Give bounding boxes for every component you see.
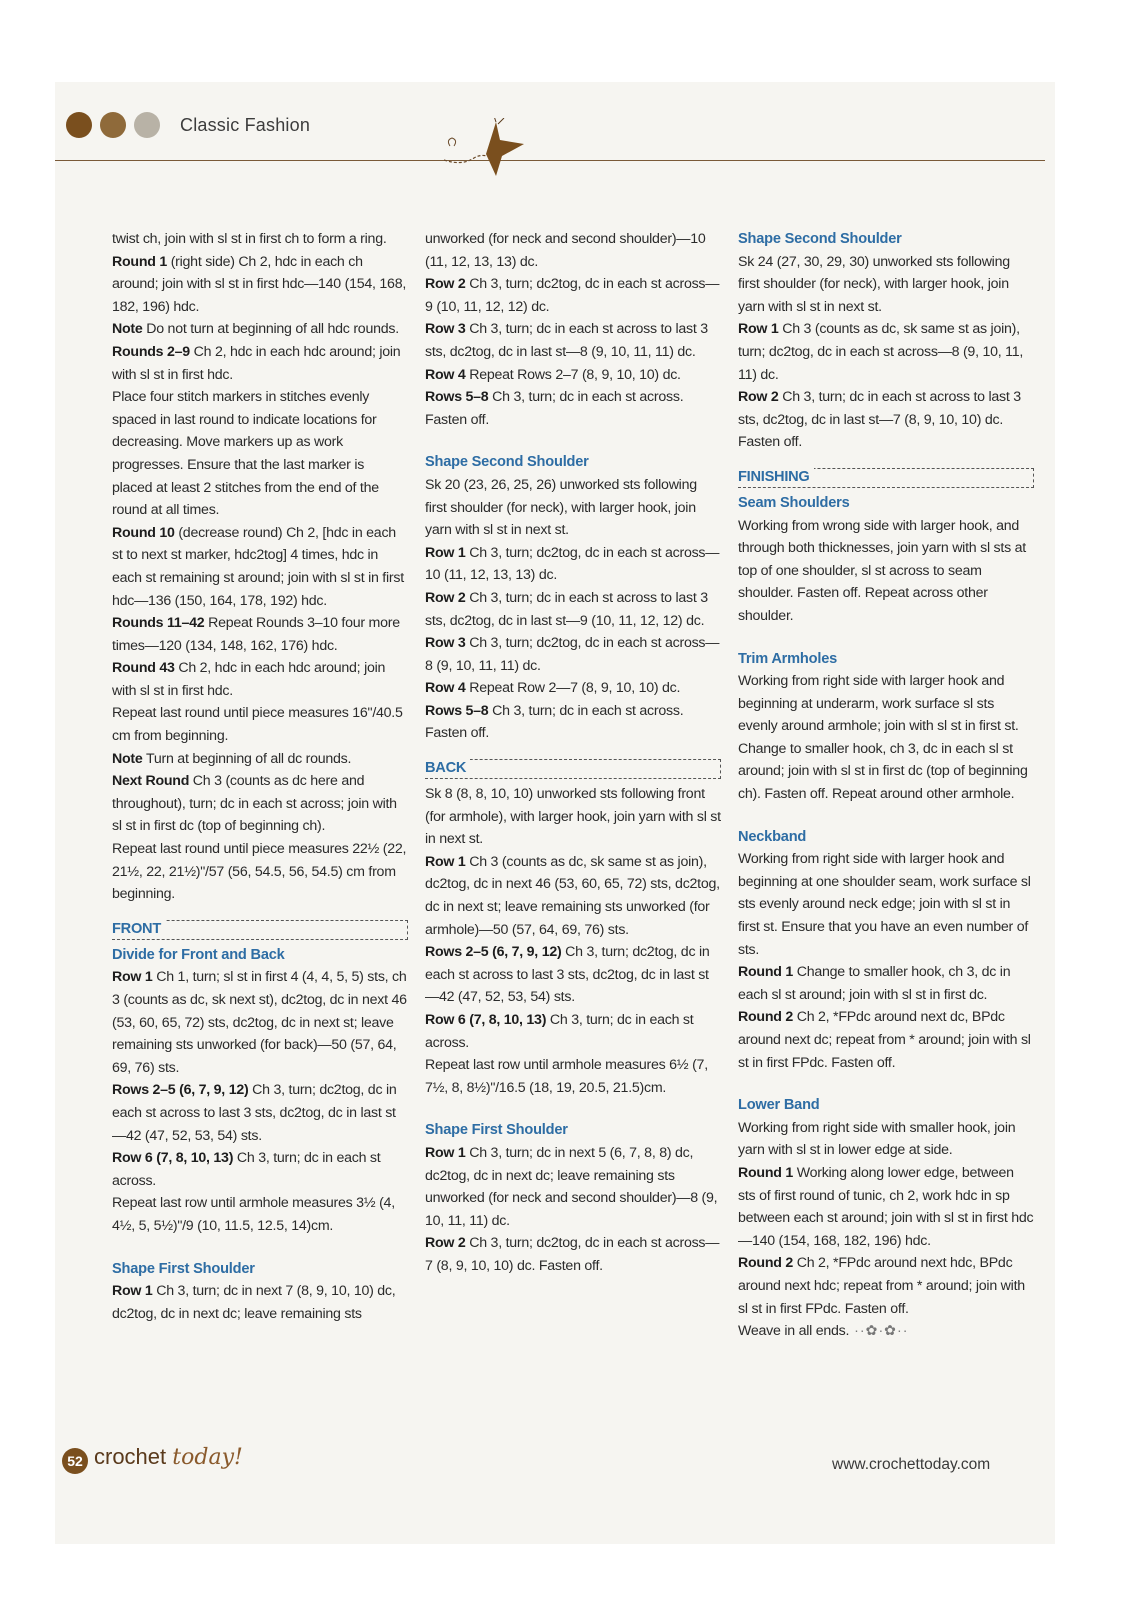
section-box-front	[112, 920, 408, 940]
step-text: Ch 3 (counts as dc here and throughout), turn; dc in each st across; join with sl st in first dc (top of beginning ch).	[112, 773, 397, 835]
subheading: Seam Shoulders	[738, 494, 850, 511]
step-text: Ch 1, turn; sl st in first 4 (4, 4, 5, 5) sts, ch 3 (counts as dc, sk next st), dc2tog, dc in next 46 (53, 60, 65, 72) sts, dc2tog, dc in next st; leave remaining sts unworked (for back)—50 (57, 64, 69, 76) sts.	[112, 969, 407, 1076]
instruction-rows-5-8	[425, 386, 721, 431]
step-label: Row 1	[425, 853, 466, 870]
step-label: Row 3	[425, 635, 466, 652]
step-text: Ch 3, turn; dc in each st across. Fasten off.	[425, 389, 684, 428]
instruction-row-2	[738, 386, 1034, 454]
instruction-round-10	[112, 522, 408, 612]
section-box-label: FRONT	[112, 920, 165, 938]
closing-text: Weave in all ends.	[738, 1323, 850, 1340]
paragraph: Working from right side with larger hook and beginning at underarm, work surface sl sts evenly around armhole; join with sl st in first st. Change to smaller hook, ch 3, dc in each sl st around; join with sl st in first dc (top of beginning ch). Fasten off. Repeat around other armhole.	[738, 673, 1028, 803]
step-text: Ch 2, hdc in each hdc around; join with sl st in first hdc.	[112, 660, 386, 699]
instruction-row-1	[425, 1142, 721, 1232]
step-text: (right side) Ch 2, hdc in each ch around; join with sl st in first hdc—140 (154, 168, 182, 196) hdc.	[112, 253, 407, 315]
subheading: Shape Second Shoulder	[425, 454, 589, 471]
butterfly-icon	[444, 118, 534, 188]
step-label: Rows 5–8	[425, 389, 489, 406]
step-label: Round 1	[738, 964, 793, 981]
paragraph: Sk 20 (23, 26, 25, 26) unworked sts following first shoulder (for neck), with larger hook, join yarn with sl st in next st.	[425, 476, 697, 539]
step-text: Change to smaller hook, ch 3, dc in each sl st around; join with sl st in first dc.	[738, 964, 1011, 1003]
instruction-round-1	[738, 961, 1034, 1006]
step-label: Row 4	[425, 680, 466, 697]
subheading: Shape First Shoulder	[112, 1260, 255, 1277]
section-title: Classic Fashion	[180, 114, 311, 135]
step-text: (decrease round) Ch 2, [hdc in each st to next st marker, hdc2tog] 4 times, hdc in each st remaining st around; join with sl st in first hdc—136 (150, 164, 178, 192) hdc.	[112, 524, 404, 609]
paragraph: Sk 24 (27, 30, 29, 30) unworked sts following first shoulder (for neck), with larger hook, join yarn with sl st in next st.	[738, 253, 1010, 315]
gray-dot-icon	[134, 112, 160, 138]
step-label: Row 4	[425, 366, 466, 383]
paragraph: Working from right side with smaller hook, join yarn with sl st in lower edge at side.	[738, 1119, 1016, 1159]
step-label: Round 1	[738, 1164, 793, 1181]
step-text: Ch 3, turn; dc in each st across.	[425, 1012, 694, 1051]
step-label: Row 1	[738, 321, 779, 338]
step-text: Ch 3 (counts as dc, sk same st as join), dc2tog, dc in next 46 (53, 60, 65, 72) sts, dc2tog, dc in next st; leave remaining sts unworked (for armhole)—50 (57, 64, 69, 76) sts.	[425, 853, 720, 938]
paragraph: Repeat last round until piece measures 22½ (22, 21½, 22, 21½)"/57 (56, 54.5, 56, 54.5) cm from beginning.	[112, 841, 407, 903]
step-label: Row 6 (7, 8, 10, 13)	[425, 1012, 547, 1028]
section-box-label: BACK	[425, 759, 470, 777]
instruction-rows-5-8	[425, 700, 721, 745]
step-label: Rows 5–8	[425, 702, 489, 719]
step-text: Ch 2, hdc in each hdc around; join with sl st in first hdc.	[112, 343, 401, 383]
step-label: Round 43	[112, 660, 175, 677]
stitch-ornament-icon: ··✿·✿··	[849, 1323, 909, 1340]
step-label: Note	[112, 750, 143, 767]
step-text: Ch 3, turn; dc in each st across to last 3 sts, dc2tog, dc in last st—9 (10, 11, 12, 12) dc.	[425, 589, 708, 629]
column-3	[738, 228, 1034, 1343]
paragraph: Place four stitch markers in stitches evenly spaced in last round to indicate locations for decreasing. Move markers up as work progresses. Ensure that the last marker is placed at least 2 stitches from the end of the round at all times.	[112, 389, 379, 519]
step-text: Ch 3, turn; dc in each st across to last 3 sts, dc2tog, dc in last st—7 (8, 9, 10, 10) dc. Fasten off.	[738, 389, 1021, 451]
instruction-row-6	[112, 1147, 408, 1192]
step-text: Repeat Rounds 3–10 four more times—120 (134, 148, 162, 176) hdc.	[112, 615, 400, 654]
step-label: Round 1	[112, 253, 167, 270]
subheading: Neckband	[738, 828, 807, 845]
step-text: Ch 3, turn; dc2tog, dc in each st across—8 (9, 10, 11, 11) dc.	[425, 635, 720, 674]
subheading: Shape First Shoulder	[425, 1122, 568, 1139]
instruction-row-2	[425, 1232, 721, 1277]
note	[112, 318, 408, 341]
step-text: Ch 3, turn; dc in next 7 (8, 9, 10, 10) dc, dc2tog, dc in next dc; leave remaining sts	[112, 1283, 396, 1322]
section-box-finishing	[738, 468, 1034, 488]
instruction-rounds-2-9	[112, 341, 408, 386]
step-text: Ch 3, turn; dc2tog, dc in each st across—7 (8, 9, 10, 10) dc. Fasten off.	[425, 1235, 720, 1274]
step-label: Row 1	[425, 1144, 466, 1161]
step-label: Rows 2–5 (6, 7, 9, 12)	[112, 1082, 249, 1099]
step-label: Row 2	[738, 389, 779, 406]
instruction-row-1	[112, 1280, 408, 1325]
column-1	[112, 228, 408, 1325]
section-header	[66, 108, 310, 142]
step-label: Row 2	[425, 276, 466, 293]
instruction-row-6	[425, 1009, 721, 1054]
instruction-round-43	[112, 657, 408, 702]
step-label: Rounds 11–42	[112, 615, 205, 632]
step-label: Row 2	[425, 589, 466, 606]
brand-logo	[94, 1444, 243, 1470]
section-box-label: FINISHING	[738, 468, 814, 486]
brown-dot-icon	[66, 112, 92, 138]
brand-main: crochet	[94, 1444, 167, 1469]
paragraph: unworked (for neck and second shoulder)—10 (11, 12, 13, 13) dc.	[425, 231, 706, 270]
step-label: Next Round	[112, 773, 190, 790]
note	[112, 748, 408, 771]
step-label: Row 1	[112, 1283, 153, 1300]
step-label: Row 1	[112, 969, 153, 986]
step-label: Round 2	[738, 1255, 793, 1272]
brand-script: today!	[172, 1445, 243, 1470]
subheading: Trim Armholes	[738, 650, 838, 667]
step-label: Rows 2–5 (6, 7, 9, 12)	[425, 944, 562, 961]
step-text: Ch 2, *FPdc around next dc, BPdc around next dc; repeat from * around; join with sl st in first FPdc. Fasten off.	[738, 1009, 1031, 1071]
step-label: Note	[112, 321, 143, 338]
paragraph	[738, 1320, 1034, 1343]
step-text: Ch 3, turn; dc in each st across to last 3 sts, dc2tog, dc in last st—8 (9, 10, 11, 11) dc.	[425, 321, 708, 360]
header-rule	[55, 160, 1045, 161]
instruction-round-2	[738, 1252, 1034, 1320]
paragraph: twist ch, join with sl st in first ch to form a ring.	[112, 231, 387, 247]
step-text: Ch 3, turn; dc in next 5 (6, 7, 8, 8) dc, dc2tog, dc in next dc; leave remaining sts unworked (for neck and second shoulder)—8 (9, 10, 11, 11) dc.	[425, 1144, 718, 1229]
section-box-back	[425, 759, 721, 779]
instruction-round-1	[112, 251, 408, 319]
instruction-row-2	[425, 587, 721, 632]
paragraph: Repeat last round until piece measures 16"/40.5 cm from beginning.	[112, 705, 403, 745]
step-text: Repeat Rows 2–7 (8, 9, 10, 10) dc.	[465, 366, 681, 383]
instruction-row-1	[425, 851, 721, 941]
step-text: Ch 3, turn; dc in each st across. Fasten off.	[425, 702, 684, 742]
subheading: Lower Band	[738, 1097, 820, 1114]
step-text: Ch 3, turn; dc2tog, dc in each st across to last 3 sts, dc2tog, dc in last st—42 (47, 52, 53, 54) sts.	[425, 944, 710, 1006]
tan-dot-icon	[100, 112, 126, 138]
paragraph: Repeat last row until armhole measures 6½ (7, 7½, 8, 8½)"/16.5 (18, 19, 20.5, 21.5)cm.	[425, 1057, 708, 1096]
step-label: Round 2	[738, 1009, 793, 1026]
instruction-rows-2-5	[112, 1079, 408, 1147]
instruction-row-3	[425, 318, 721, 363]
subheading: Divide for Front and Back	[112, 946, 285, 963]
step-text: Working along lower edge, between sts of first round of tunic, ch 2, work hdc in sp between each st around; join with sl st in first hdc—140 (154, 168, 182, 196) hdc.	[738, 1164, 1034, 1249]
step-label: Row 1	[425, 544, 466, 561]
instruction-rounds-11-42	[112, 612, 408, 657]
step-text: Ch 3, turn; dc2tog, dc in each st across—10 (11, 12, 13, 13) dc.	[425, 544, 720, 584]
instruction-row-4	[425, 364, 721, 387]
page-number: 52	[62, 1448, 88, 1474]
instruction-row-4	[425, 677, 721, 700]
step-text: Repeat Row 2—7 (8, 9, 10, 10) dc.	[465, 680, 681, 697]
step-label: Rounds 2–9	[112, 343, 190, 360]
step-text: Ch 3 (counts as dc, sk same st as join), turn; dc2tog, dc in each st across—8 (9, 10, 11, 11) dc.	[738, 321, 1024, 383]
instruction-rows-2-5	[425, 941, 721, 1009]
step-text: Ch 3, turn; dc2tog, dc in each st across—9 (10, 11, 12, 12) dc.	[425, 276, 720, 315]
step-label: Row 3	[425, 321, 466, 338]
column-2	[425, 228, 721, 1278]
instruction-row-1	[425, 542, 721, 587]
step-label: Row 6 (7, 8, 10, 13)	[112, 1150, 234, 1167]
paragraph: Working from wrong side with larger hook, and through both thicknesses, join yarn with sl sts at top of one shoulder, sl st across to seam shoulder. Fasten off. Repeat across other shoulder.	[738, 517, 1026, 624]
step-text: Do not turn at beginning of all hdc rounds.	[142, 321, 399, 338]
step-label: Round 10	[112, 524, 175, 541]
instruction-round-1	[738, 1162, 1034, 1252]
subheading: Shape Second Shoulder	[738, 231, 902, 247]
instruction-round-2	[738, 1006, 1034, 1074]
step-text: Turn at beginning of all dc rounds.	[142, 750, 352, 767]
instruction-row-3	[425, 632, 721, 677]
instruction-row-2	[425, 273, 721, 318]
step-text: Ch 3, turn; dc2tog, dc in each st across to last 3 sts, dc2tog, dc in last st—42 (47, 52, 53, 54) sts.	[112, 1082, 397, 1144]
paragraph: Working from right side with larger hook and beginning at one shoulder seam, work surface sl sts evenly around neck edge; join with sl st in first st. Ensure that you have an even number of sts.	[738, 851, 1031, 958]
instruction-row-1	[112, 966, 408, 1079]
step-text: Ch 3, turn; dc in each st across.	[112, 1150, 381, 1189]
paragraph: Repeat last row until armhole measures 3½ (4, 4½, 5, 5½)"/9 (10, 11.5, 12.5, 14)cm.	[112, 1195, 395, 1234]
instruction-row-1	[738, 318, 1034, 386]
step-text: Ch 2, *FPdc around next hdc, BPdc around next hdc; repeat from * around; join with sl st in first FPdc. Fasten off.	[738, 1255, 1025, 1317]
footer-url[interactable]: www.crochettoday.com	[832, 1456, 991, 1473]
instruction-next-round	[112, 770, 408, 838]
paragraph: Sk 8 (8, 8, 10, 10) unworked sts following front (for armhole), with larger hook, join yarn with sl st in next st.	[425, 786, 721, 848]
step-label: Row 2	[425, 1235, 466, 1252]
